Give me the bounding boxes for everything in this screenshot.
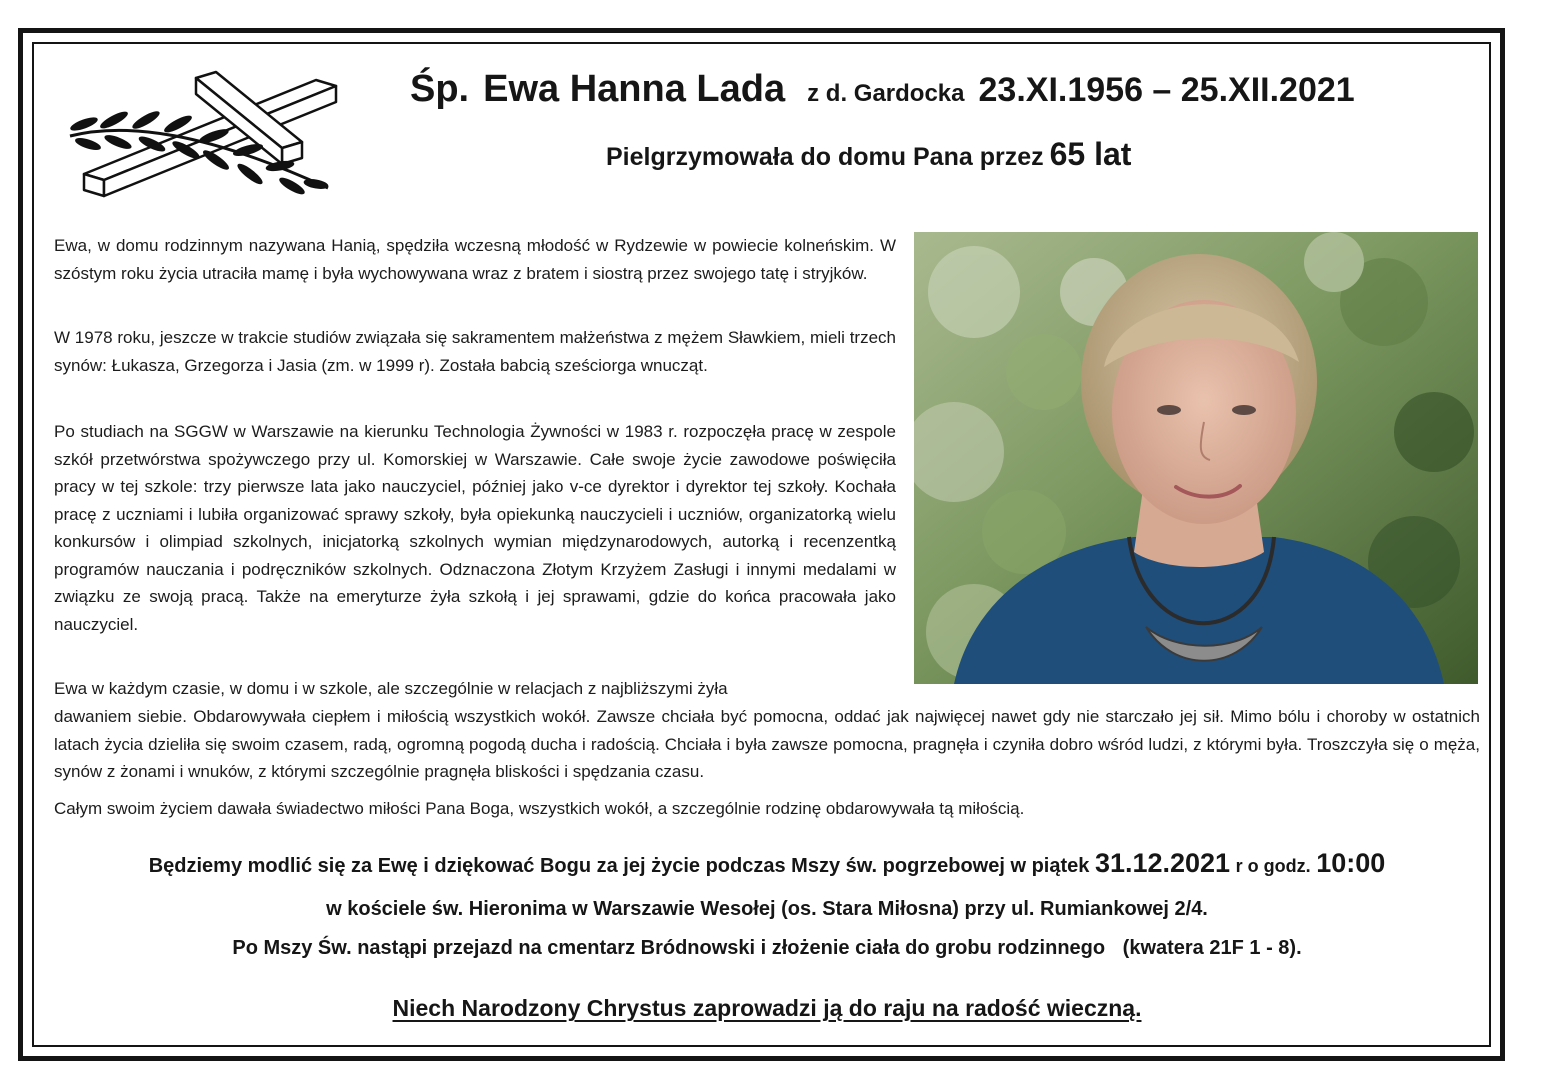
burial-plot-label: (kwatera	[1122, 937, 1204, 959]
deceased-name: Ewa Hanna Lada	[483, 68, 786, 110]
years-count: 65 lat	[1049, 136, 1132, 172]
funeral-mass-line	[54, 848, 1480, 879]
funeral-date: 31.12.2021	[1094, 848, 1231, 878]
burial-plot: 21F 1 - 8).	[1209, 937, 1302, 959]
funeral-location: w kościele św. Hieronima w Warszawie Wesołej (os. Stara Miłosna) przy ul. Rumiankowej 2/4.	[326, 898, 1208, 920]
biography-paragraph-4-start: Ewa w każdym czasie, w domu i w szkole, ale szczególnie w relacjach z najbliższymi żyła	[54, 679, 728, 698]
biography-paragraph-2: W 1978 roku, jeszcze w trakcie studiów związała się sakramentem małżeństwa z mężem Sławkiem, mieli trzech synów: Łukasza, Grzegorza i Jasia (zm. w 1999 r). Została babcią sześciorga wnucząt.	[54, 328, 896, 375]
funeral-time-label: r o godz.	[1235, 856, 1311, 876]
cross-with-olive-branch-icon	[66, 62, 346, 202]
burial-text: Po Mszy Św. nastąpi przejazd na cmentarz Bródnowski i złożenie ciała do grobu rodzinnego	[232, 937, 1106, 959]
biography-paragraph-4-rest: dawaniem siebie. Obdarowywała ciepłem i miłością wszystkich wokół. Zawsze chciała być pomocna, oddać jak najwięcej nawet gdy nie starczało jej sił. Mimo bólu i choroby w ostatnich latach życia dzieliła się swoim czasem, radą, ogromną pogodą ducha i radością. Chciała i była zawsze pomocna, pragnęła i czyniła dobro wśród ludzi, z którymi była. Troszczyła się o męża, synów z żonami i wnuków, z którymi szczególnie pragnęła bliskości i spędzania czasu.	[54, 707, 1480, 781]
portrait-photo	[914, 232, 1478, 684]
closing-prayer: Niech Narodzony Chrystus zaprowadzi ją do raju na radość wieczną.	[392, 995, 1142, 1021]
funeral-time: 10:00	[1316, 848, 1386, 878]
maiden-name: z d. Gardocka	[807, 80, 965, 107]
biography-paragraph-5: Całym swoim życiem dawała świadectwo miłości Pana Boga, wszystkich wokół, a szczególnie rodzinę obdarowywała tą miłością.	[54, 799, 1025, 818]
subtitle-text: Pielgrzymowała do domu Pana przez	[606, 143, 1044, 171]
biography-paragraph-1: Ewa, w domu rodzinnym nazywana Hanią, spędziła wczesną młodość w Rydzewie w powiecie kolneńskim. W szóstym roku życia utraciła mamę i była wychowywana wraz z bratem i siostrą przez swojego tatę i stryjków.	[54, 236, 896, 283]
life-dates: 23.XI.1956 – 25.XII.2021	[978, 71, 1355, 109]
title-line	[410, 68, 1355, 111]
subtitle-line	[606, 136, 1131, 173]
funeral-mass-text: Będziemy modlić się za Ewę i dziękować Bogu za jej życie podczas Mszy św. pogrzebowej w piątek	[148, 855, 1090, 877]
burial-line	[54, 937, 1480, 960]
title-prefix: Śp.	[410, 68, 470, 110]
biography-paragraph-3: Po studiach na SGGW w Warszawie na kierunku Technologia Żywności w 1983 r. rozpoczęła pracę w zespole szkół przetwórstwa spożywczego przy ul. Komorskiej w Warszawie. Całe swoje życie zawodowe poświęciła pracy w tej szkole: trzy pierwsze lata jako nauczyciel, później jako v-ce dyrektor i dyrektor tej szkoły. Kochała pracę z uczniami i lubiła organizować sprawy szkoły, była opiekunką nauczycieli i uczniów, organizatorką wielu konkursów i olimpiad szkolnych, inicjatorką szkolnych wymian międzynarodowych, autorką i recenzentką programów nauczania i podręczników szkolnych. Odznaczona Złotym Krzyżem Zasługi i innymi medalami w związku ze swoją pracą. Także na emeryturze żyła szkołą i jej sprawami, gdzie do końca pracowała jako nauczyciel.	[54, 422, 896, 634]
